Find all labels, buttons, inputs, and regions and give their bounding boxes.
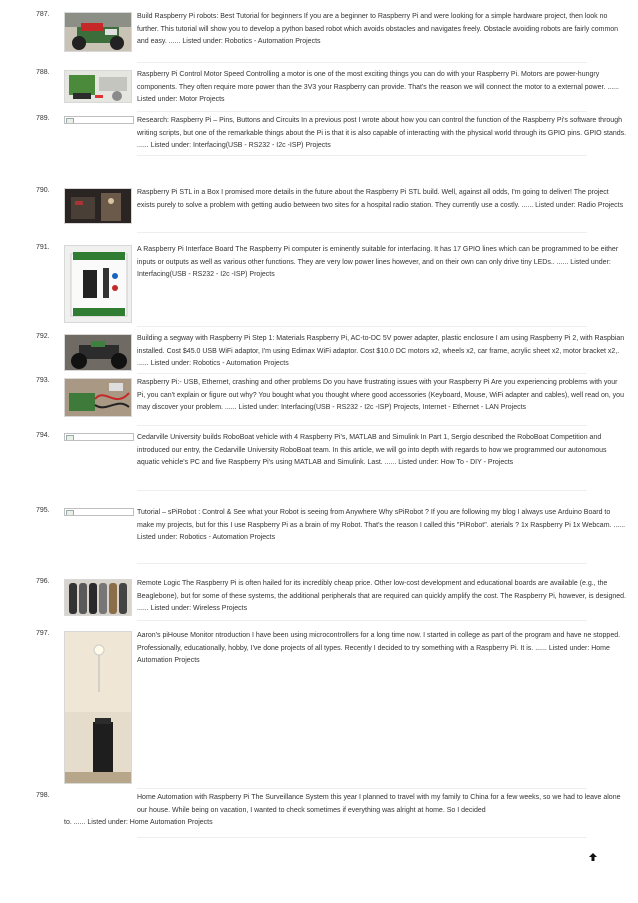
item-number: 793. [36, 377, 50, 384]
project-description[interactable]: Raspberry Pi Control Motor Speed Controlling a motor is one of the most exciting things you can do with your Raspberry Pi. Motors are power-hungry components. They often require more power than the 3V3 your Raspberry can provide. That's the reason we will connect the motor to a external power. ...... Listed under: Motor Projects [137, 71, 620, 103]
project-thumbnail[interactable] [64, 631, 132, 784]
motor-board-photo-icon [65, 71, 132, 103]
item-number: 791. [36, 244, 50, 251]
broken-image-icon[interactable] [64, 508, 134, 516]
project-thumbnail[interactable] [64, 245, 132, 323]
item-number: 788. [36, 69, 50, 76]
divider [137, 490, 587, 491]
project-description[interactable]: Raspberry Pi:- USB, Ethernet, crashing and other problems Do you have frustrating issues with your Raspberry Pi Are you experiencing problems with your Pi, you can't explain or figure out why? You bought what you thought where good accessories (Keyboard, Mouse, WiFi adapter and cables), well read on, you may discover your problem. ...... Listed under: Interfacing(USB - RS232 - I2c -ISP) Projects, Internet - Ethernet - LAN Projects [137, 379, 624, 411]
divider [137, 837, 587, 838]
project-description[interactable]: A Raspberry Pi Interface Board The Raspberry Pi computer is eminently suitable for interfacing. It has 17 GPIO lines which can be programmed to be either inputs or outputs as well as various other functions. They are very low power lines however, and on their own can only drive tiny LEDs.. ...... Listed under: Interfacing(USB - RS232 - I2c -ISP) Projects [137, 246, 619, 278]
room-photo-icon [65, 632, 132, 784]
broken-image-icon[interactable] [64, 433, 134, 441]
robot-car-photo-icon [65, 13, 132, 52]
project-thumbnail[interactable] [64, 70, 132, 103]
divider [137, 620, 587, 621]
project-thumbnail[interactable] [64, 12, 132, 52]
project-description[interactable]: Building a segway with Raspberry Pi Step 1: Materials Raspberry Pi, AC-to-DC 5V power adapter, plastic enclosure I am using Raspberry Pi 2, with Raspbian installed. Cost $45.0 USB WiFi adaptor, I'm using Edimax WiFi adaptor. Cost $10.0 DC motors x2, wheels x2, car frame, acrylic sheet x2, motor bracket x2,. ...... Listed under: Robotics - Automation Projects [137, 335, 625, 367]
divider [137, 425, 587, 426]
box-device-photo-icon [65, 189, 132, 224]
up-arrow-icon[interactable] [588, 852, 598, 862]
divider [137, 232, 587, 233]
item-number: 787. [36, 11, 50, 18]
remotes-photo-icon [65, 580, 132, 616]
divider [137, 326, 587, 327]
project-description[interactable]: Remote Logic The Raspberry Pi is often hailed for its incredibly cheap price. Other low-cost development and educational boards are available (e.g., the Beaglebone), but for some of these systems, the additional peripherals that are required can quickly amplify the cost. The Raspberry Pi, however, is designed. ...... Listed under: Wireless Projects [137, 580, 626, 612]
broken-image-icon[interactable] [64, 116, 134, 124]
item-number: 792. [36, 333, 50, 340]
interface-board-photo-icon [65, 246, 132, 323]
project-description[interactable]: Home Automation with Raspberry Pi The Surveillance System this year I planned to travel with my family to China for a few weeks, so we had to leave alone our house. While being on vacation, I wanted to check sometimes if everything was alright at home. So I decided [137, 794, 621, 814]
divider [137, 788, 587, 789]
project-description[interactable]: Build Raspberry Pi robots: Best Tutorial for beginners If you are a beginner to Raspberry Pi and were looking for a simple hardware project, then look no further. This tutorial will show you to develop a python based robot which avoids obstacles and navigates freely. Obstacle avoiding robots are fairly common and easy. ...... Listed under: Robotics - Automation Projects [137, 13, 619, 45]
item-number: 794. [36, 432, 50, 439]
project-thumbnail[interactable] [64, 188, 132, 224]
project-thumbnail[interactable] [64, 334, 132, 371]
project-description[interactable]: Tutorial – sPiRobot : Control & See what your Robot is seeing from Anywhere Why sPiRobot ? If you are following my blog I always use Arduino Board to make my projects, but for this I use Raspberry Pi as a brain of my Robot. That's the reason I called this "PiRobot". aterials ? 1x Raspberry Pi 1x Webcam. ...... Listed under: Robotics - Automation Projects [137, 509, 626, 541]
item-number: 798. [36, 792, 50, 799]
segway-photo-icon [65, 335, 132, 371]
item-number: 789. [36, 115, 50, 122]
project-thumbnail[interactable] [64, 378, 132, 417]
divider [137, 373, 587, 374]
item-number: 790. [36, 187, 50, 194]
project-description[interactable]: Aaron's piHouse Monitor ntroduction I have been using microcontrollers for a long time now. I started in college as part of the program and have ne stopped. Professionally, educationally, hobby, I've done projects of all types. Recently I decided to try something with a Raspberry Pi. It is. ...... Listed under: Home Automation Projects [137, 632, 621, 664]
project-description[interactable]: Research: Raspberry Pi – Pins, Buttons and Circuits In a previous post I wrote about how you can control the function of the Raspberry Pi's software through writing scripts, but one of the remarkable things about the Pi is that it is also capable of interacting with the physical world through its GPIO pins. GPIO stands. ...... Listed under: Interfacing(USB - RS232 - I2c -ISP) Projects [137, 117, 627, 149]
project-description-continued[interactable]: to. ...... Listed under: Home Automation Projects [64, 819, 213, 826]
project-thumbnail[interactable] [64, 579, 132, 616]
project-description[interactable]: Raspberry Pi STL in a Box I promised more details in the future about the Raspberry Pi STL build. Well, against all odds, I'm going to deliver! The project exists purely to solve a problem with getting audio between two sites for a hospital radio station. They currently use a costly. ...... Listed under: Radio Projects [137, 189, 624, 209]
divider [137, 563, 587, 564]
project-description[interactable]: Cedarville University builds RoboBoat vehicle with 4 Raspberry Pi's, MATLAB and Simulink In Part 1, Sergio described the RoboBoat Competition and introduced our entry, the Cedarville University RoboBoat team. In this article, we will go into depth with regards to how we programmed our autonomous aquatic vehicle's PC and five Raspberry Pi's using MATLAB and Simulink. Last. ...... Listed under: How To - DIY - Projects [137, 434, 607, 466]
usb-problems-photo-icon [65, 379, 132, 417]
divider [137, 155, 587, 156]
divider [137, 62, 587, 63]
item-number: 797. [36, 630, 50, 637]
item-number: 795. [36, 507, 50, 514]
item-number: 796. [36, 578, 50, 585]
divider [137, 111, 587, 112]
